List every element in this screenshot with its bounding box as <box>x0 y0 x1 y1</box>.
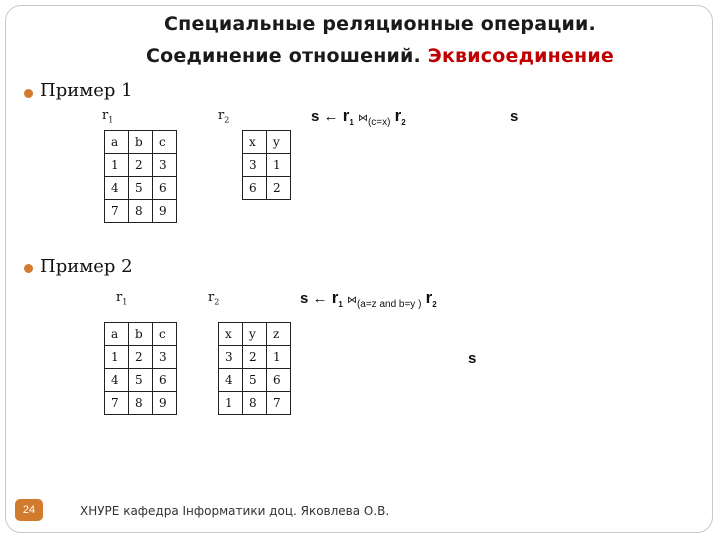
table-cell: 8 <box>243 392 267 415</box>
table-row <box>219 392 291 415</box>
column-header: a <box>105 131 129 154</box>
table-cell: 9 <box>153 392 177 415</box>
example-2-r1-table <box>104 322 177 415</box>
table-cell: 4 <box>219 369 243 392</box>
column-header: c <box>153 131 177 154</box>
table-cell: 9 <box>153 200 177 223</box>
table-cell: 4 <box>105 369 129 392</box>
table-cell: 3 <box>153 346 177 369</box>
table-cell: 6 <box>153 177 177 200</box>
table-cell: 6 <box>267 369 291 392</box>
example-2-formula: s ← $r_1$ $⋈_{(a=z and b=y )}$ $r_2$ <box>300 288 437 310</box>
table-row <box>105 392 177 415</box>
table-row <box>219 346 291 369</box>
bullet-icon <box>24 89 33 98</box>
table-cell: 3 <box>243 154 267 177</box>
table-cell: 3 <box>219 346 243 369</box>
example-2-label: Пример 2 <box>40 256 133 277</box>
table-cell: 7 <box>105 200 129 223</box>
example-1-formula: s ← $r_1$ $⋈_{(c=x)}$ $r_2$ <box>311 106 406 128</box>
table-cell: 1 <box>267 346 291 369</box>
table-row <box>243 154 291 177</box>
column-header: y <box>267 131 291 154</box>
column-header: z <box>267 323 291 346</box>
title-line-2 <box>80 40 680 72</box>
table-cell: 5 <box>243 369 267 392</box>
table-row <box>105 177 177 200</box>
table-cell: 1 <box>105 154 129 177</box>
table-cell: 2 <box>129 154 153 177</box>
table-row <box>105 154 177 177</box>
slide-title <box>80 8 680 72</box>
table-cell: 6 <box>243 177 267 200</box>
table-cell: 6 <box>153 369 177 392</box>
example-1-r2-name: $r_2$ <box>218 108 230 125</box>
column-header: x <box>219 323 243 346</box>
example-1-label: Пример 1 <box>40 80 133 101</box>
column-header: a <box>105 323 129 346</box>
example-2-result-label: s <box>468 350 477 367</box>
column-header: x <box>243 131 267 154</box>
example-1-r1-table <box>104 130 177 223</box>
table-row <box>105 200 177 223</box>
table-cell: 4 <box>105 177 129 200</box>
title-line-1: Специальные реляционные операции. <box>164 13 596 35</box>
footer-text: ХНУРЕ кафедра Інформатики доц. Яковлева О.В. <box>80 504 390 518</box>
table-header-row <box>243 131 291 154</box>
table-header-row <box>105 131 177 154</box>
bullet-icon <box>24 264 33 273</box>
column-header: b <box>129 323 153 346</box>
table-cell: 2 <box>243 346 267 369</box>
table-cell: 5 <box>129 177 153 200</box>
page-number: 24 <box>15 499 43 521</box>
table-row <box>105 369 177 392</box>
table-cell: 8 <box>129 392 153 415</box>
table-cell: 1 <box>105 346 129 369</box>
column-header: b <box>129 131 153 154</box>
table-cell: 1 <box>219 392 243 415</box>
column-header: y <box>243 323 267 346</box>
example-2-r1-name: $r_1$ <box>116 290 128 307</box>
title-highlight: Эквисоединение <box>427 45 614 67</box>
table-cell: 5 <box>129 369 153 392</box>
example-1-r1-name: $r_1$ <box>102 108 114 125</box>
table-header-row <box>105 323 177 346</box>
table-row <box>243 177 291 200</box>
title-line-2-prefix: Соединение отношений. <box>146 45 428 67</box>
column-header: c <box>153 323 177 346</box>
table-cell: 2 <box>129 346 153 369</box>
table-cell: 8 <box>129 200 153 223</box>
table-cell: 2 <box>267 177 291 200</box>
table-row <box>105 346 177 369</box>
table-cell: 7 <box>267 392 291 415</box>
example-2-r2-table <box>218 322 291 415</box>
example-1-result-label: s <box>510 108 519 125</box>
example-1-r2-table <box>242 130 291 200</box>
table-header-row <box>219 323 291 346</box>
table-cell: 1 <box>267 154 291 177</box>
table-row <box>219 369 291 392</box>
table-cell: 7 <box>105 392 129 415</box>
example-2-r2-name: $r_2$ <box>208 290 220 307</box>
table-cell: 3 <box>153 154 177 177</box>
